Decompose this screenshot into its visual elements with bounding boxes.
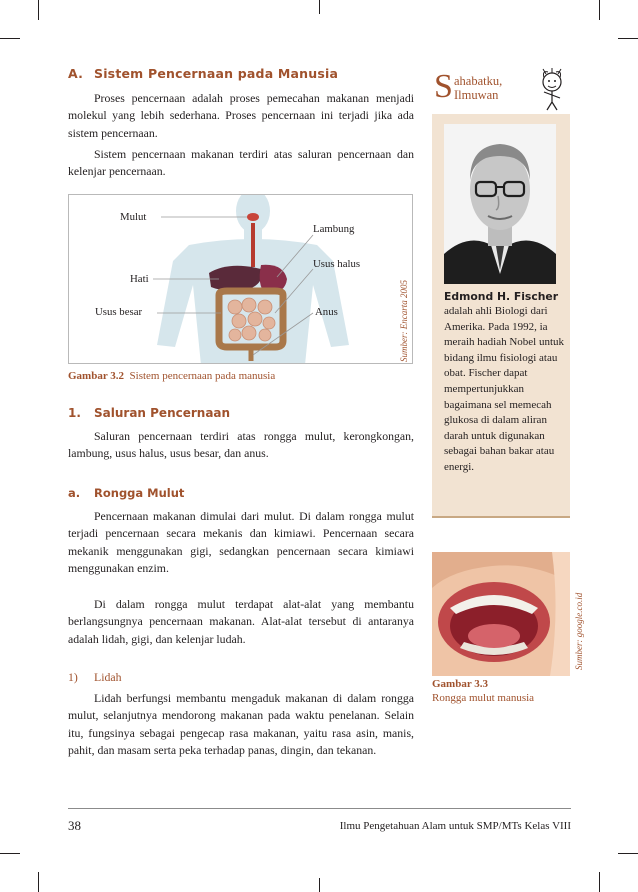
section-title [68, 66, 338, 81]
section-title-text: Sistem Pencernaan pada Manusia [94, 66, 339, 81]
label-lambung: Lambung [313, 223, 355, 235]
lidah-paragraph: Lidah berfungsi membantu mengaduk makanan di dalam rongga mulut, selanjutnya mendorong makanan pada waktu penelanan. Selain itu, fungsinya sebagai pengecap rasa makanan, yaitu rasa asin, manis, pahit, dan masam serta peka terhadap panas, dingin, dan tekanan. [68, 691, 414, 758]
figure-caption-text: Sistem pencernaan pada manusia [129, 370, 276, 382]
book-title: Ilmu Pengetahuan Alam untuk SMP/MTs Kelas VIII [339, 820, 571, 832]
mouth-illustration [432, 552, 570, 676]
lidah-heading [68, 670, 122, 685]
rongga-paragraph-1: Pencernaan makanan dimulai dari mulut. Di dalam rongga mulut terjadi pencernaan secara mekanis dan kimiawi. Pencernaan secara mekanik menggunakan gigi, sedangkan pencernaan secara kimiawi menggunakan enzim. [68, 509, 414, 576]
section-letter: A. [68, 66, 84, 81]
sidebar-title [454, 74, 502, 102]
mouth-photo-source: Sumber: google.co.id [574, 592, 584, 670]
crop-mark [38, 0, 39, 20]
crop-mark [0, 38, 20, 39]
subsection-number: 1. [68, 406, 81, 420]
subsubsection-heading [68, 486, 184, 500]
subsection-heading [68, 406, 230, 420]
crop-mark [599, 0, 600, 20]
crop-mark [38, 872, 39, 892]
digestive-system-figure [68, 194, 413, 364]
crop-mark [618, 853, 638, 854]
scientist-description: adalah ahli Biologi dari Amerika. Pada 1992, ia meraih hadiah Nobel untuk bidang ilmu fisiologi atau obat. Fischer dapat mempertunjukkan bagaimana sel memecah glukosa di dalam aliran darah untuk digunakan sebagai bahan bakar atau energi. [444, 305, 565, 473]
figure-source: Sumber: Encarta 2005 [399, 280, 409, 362]
crop-mark [0, 853, 20, 854]
page-number: 38 [68, 818, 81, 833]
crop-mark [618, 38, 638, 39]
footer-rule [68, 808, 571, 809]
lidah-number: 1) [68, 670, 78, 684]
scientist-name: Edmond H. Fischer [444, 290, 559, 303]
subsubsection-number: a. [68, 486, 81, 500]
scientist-sketch-icon [538, 68, 566, 112]
mouth-caption-number: Gambar 3.3 [432, 678, 489, 690]
rongga-paragraph-2: Di dalam rongga mulut terdapat alat-alat yang membantu berlangsungnya pencernaan makanan. Alat-alat tersebut di antaranya adalah lidah, gigi, dan kelenjar ludah. [68, 597, 414, 646]
mouth-photo [432, 552, 570, 676]
scientist-portrait [444, 124, 556, 284]
lidah-title: Lidah [94, 670, 122, 684]
crop-mark [319, 878, 320, 892]
sidebar-title-line-2: Ilmuwan [454, 88, 499, 102]
portrait-illustration [444, 124, 556, 284]
figure-caption-number: Gambar 3.2 [68, 370, 125, 382]
intro-paragraph-1: Proses pencernaan adalah proses pemecahan makanan menjadi molekul yang lebih sederhana. Proses pencernaan ini terjadi jika ada sistem pencernaan. [68, 91, 414, 140]
saluran-paragraph: Saluran pencernaan terdiri atas rongga mulut, kerongkongan, lambung, usus halus, usus besar, dan anus. [68, 429, 414, 461]
figure-caption [68, 370, 275, 382]
crop-mark [599, 872, 600, 892]
mouth-caption-text: Rongga mulut manusia [432, 692, 535, 704]
label-usus-besar: Usus besar [95, 306, 143, 318]
intro-paragraph-2: Sistem pencernaan makanan terdiri atas saluran pencernaan dan kelenjar pencernaan. [68, 147, 414, 179]
subsection-title: Saluran Pencernaan [94, 406, 231, 420]
label-hati: Hati [130, 273, 149, 285]
label-anus: Anus [315, 306, 338, 318]
label-mulut: Mulut [120, 211, 147, 223]
sidebar-title-line-1: ahabatku, [454, 74, 503, 88]
subsubsection-title: Rongga Mulut [94, 486, 185, 500]
sidebar-dropcap: S [434, 68, 453, 105]
sidebar-bottom-rule [432, 516, 570, 518]
scientist-sidebar [432, 66, 570, 518]
crop-mark [319, 0, 320, 14]
label-usus-halus: Usus halus [313, 258, 361, 270]
sidebar-header [432, 66, 570, 114]
